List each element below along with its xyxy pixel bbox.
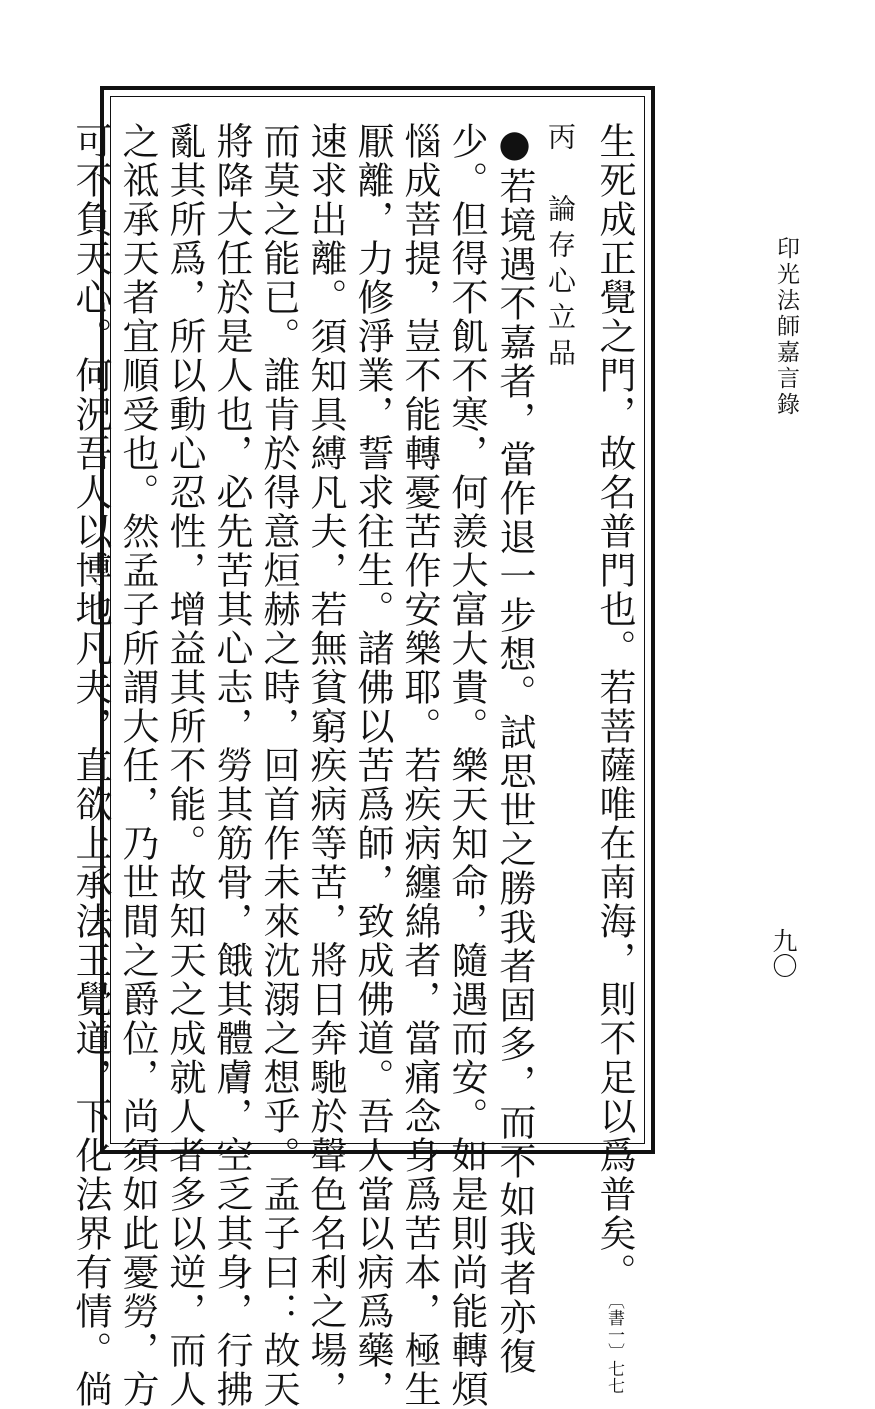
book-title: 印光法師嘉言錄 — [773, 236, 799, 418]
text-column: 速求出離。須知具縛凡夫，若無貧窮疾病等苦，將日奔馳於聲色名利之場， — [304, 122, 347, 1409]
source-note: 〔書一〕七七 — [604, 1292, 624, 1394]
text-body — [69, 122, 642, 1409]
text-column: 之祗承天者宜順受也。然孟子所謂大任，乃世間之爵位，尚須如此憂勞，方 — [116, 122, 159, 1409]
page-number: 九〇 — [769, 928, 798, 978]
text-column: 將降大任於是人也，必先苦其心志，勞其筋骨，餓其體膚，空乏其身，行拂 — [210, 122, 253, 1409]
text-column: ●若境遇不嘉者，當作退一步想。試思世之勝我者固多，而不如我者亦復 — [493, 122, 536, 1376]
text-column: 亂其所爲，所以動心忍性，增益其所不能。故知天之成就人者多以逆，而人 — [163, 122, 206, 1409]
text-column: 厭離，力修淨業，誓求往生。諸佛以苦爲師，致成佛道。吾人當以病爲藥， — [351, 122, 394, 1409]
text-column: 生死成正覺之門，故名普門也。若菩薩唯在南海，則不足以爲普矣。〔書一〕七七 — [593, 122, 636, 1394]
text-column: 少。但得不飢不寒，何羨大富大貴。樂天知命，隨遇而安。如是則尚能轉煩 — [445, 122, 488, 1409]
text-column: 可不負天心。何況吾人以博地凡夫，直欲上承法王覺道，下化法界有情。倘 — [69, 122, 112, 1409]
section-heading: 丙 論存心立品 — [544, 122, 577, 374]
text-column: 惱成菩提，豈不能轉憂苦作安樂耶。若疾病纏綿者，當痛念身爲苦本，極生 — [398, 122, 441, 1409]
text-column: 而莫之能已。誰肯於得意烜赫之時，回首作未來沈溺之想乎。孟子曰：故天 — [257, 122, 300, 1409]
